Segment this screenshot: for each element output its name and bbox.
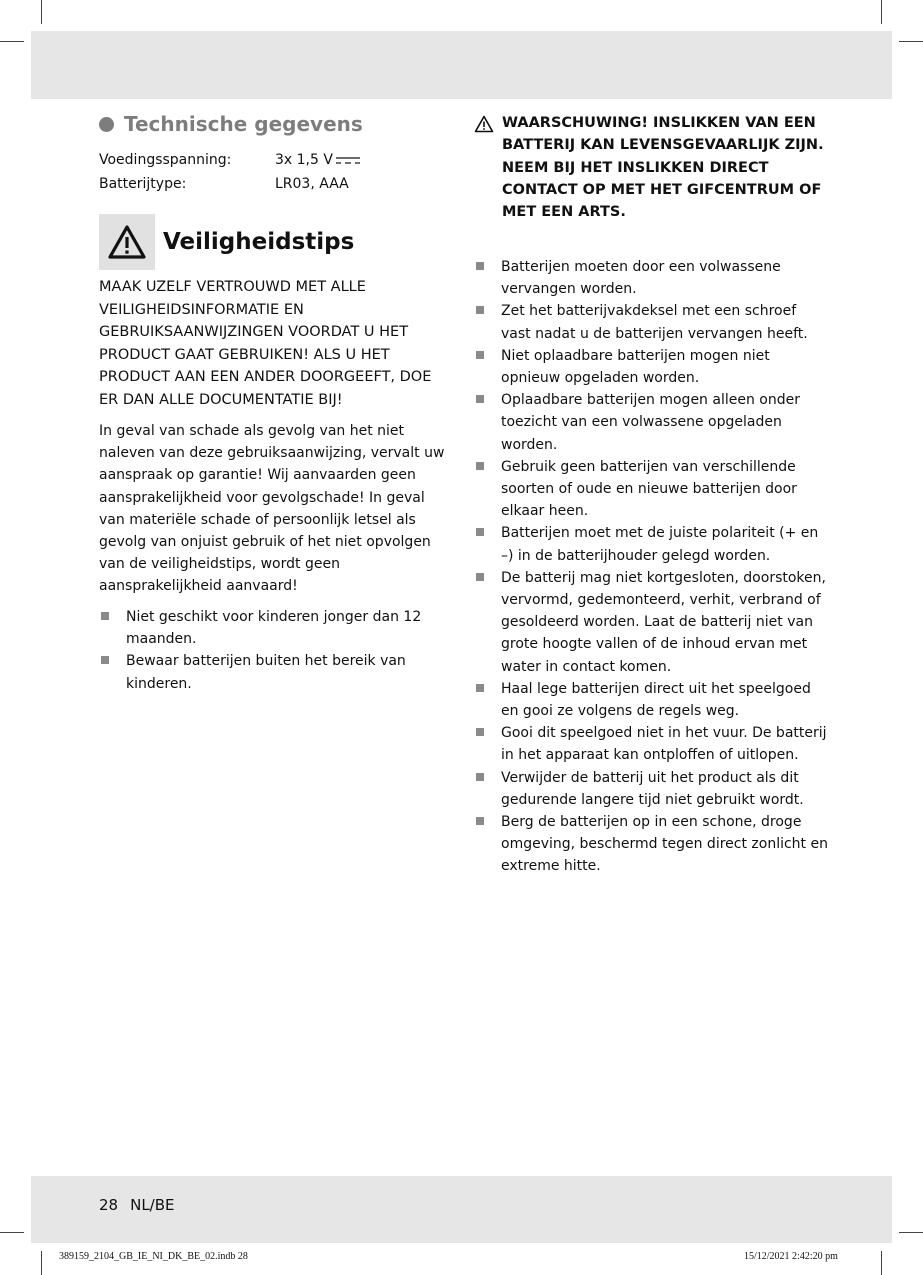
warning-text: WAARSCHUWING! INSLIKKEN VAN EEN BATTERIJ KAN LEVENSGEVAARLIJK ZIJN. NEEM BIJ HET INSLIKKEN DIRECT CONTACT OP MET HET GIFCENTRUM OF MET EEN ARTS. [502,115,824,221]
bullet-square-icon [476,817,484,825]
list-item: Gooi dit speelgoed niet in het vuur. De batterij in het apparaat kan ontploffen of uitlopen. [474,722,829,766]
bullet-square-icon [476,306,484,314]
list-item: Gebruik geen batterijen van verschillende soorten of oude en nieuwe batterijen door elkaar heen. [474,456,829,523]
list-item: Zet het batterijvakdeksel met een schroef vast nadat u de batterijen vervangen heeft. [474,300,829,344]
bullet-square-icon [476,528,484,536]
bullet-square-icon [101,656,109,664]
bullet-dot-icon [99,117,114,132]
safety-caps-notice: MAAK UZELF VERTROUWD MET ALLE VEILIGHEIDSINFORMATIE EN GEBRUIKSAANWIJZINGEN VOORDAT U HET PRODUCT GAAT GEBRUIKEN! ALS U HET PRODUCT AAN EEN ANDER DOORGEEFT, DOE ER DAN ALLE DOCUMENTATIE BIJ! [99,279,432,408]
bullet-square-icon [476,462,484,470]
page-number: 28 [99,1196,119,1214]
crop-mark [899,41,923,42]
print-slug-date: 15/12/2021 2:42:20 pm [744,1251,838,1262]
list-item: De batterij mag niet kortgesloten, doorstoken, vervormd, gedemonteerd, verhit, verbrand of gesoldeerd worden. Laat de batterij niet van grote hoogte vallen of de inhoud ervan met water in contact komen. [474,567,829,678]
battery-bullet-list [474,256,829,878]
battery-warning [474,112,824,223]
spec-label: Voedingsspanning: [99,152,232,168]
list-item: Berg de batterijen op in een schone, droge omgeving, beschermd tegen direct zonlicht en extreme hitte. [474,811,829,878]
print-slug-file: 389159_2104_GB_IE_NI_DK_BE_02.indb 28 [59,1251,248,1262]
list-item: Haal lege batterijen direct uit het speelgoed en gooi ze volgens de regels weg. [474,678,829,722]
crop-mark [881,0,882,24]
crop-mark [0,41,24,42]
bullet-square-icon [476,573,484,581]
locale-label: NL/BE [130,1196,175,1214]
list-item: Batterijen moeten door een volwassene vervangen worden. [474,256,829,300]
technical-title-text: Technische gegevens [124,112,363,136]
list-item: Oplaadbare batterijen mogen alleen onder toezicht van een volwassene opgeladen worden. [474,389,829,456]
list-item: Bewaar batterijen buiten het bereik van kinderen. [99,650,429,694]
technical-section-title [99,112,363,136]
bullet-square-icon [101,612,109,620]
bullet-square-icon [476,395,484,403]
spec-table [99,148,361,196]
safety-body-text: In geval van schade als gevolg van het niet naleven van deze gebruiksaanwijzing, vervalt uw aanspraak op garantie! Wij aanvaarden geen aansprakelijkheid voor gevolgschade! In geval van materiële schade of persoonlijk letsel als gevolg van onjuist gebruik of het niet opvolgen van de veiligheidstips, wordt geen aansprakelijkheid aanvaard! [99,423,445,595]
spec-row [99,148,361,172]
list-item: Verwijder de batterij uit het product als dit gedurende langere tijd niet gebruikt wordt. [474,767,829,811]
safety-title: Veiligheidstips [163,229,355,255]
list-item: Niet oplaadbare batterijen mogen niet opnieuw opgeladen worden. [474,345,829,389]
warning-triangle-icon [474,115,494,133]
page-footer [99,1196,187,1214]
warning-box [99,214,155,270]
spec-value: 3x 1,5 V [275,148,361,172]
bullet-square-icon [476,728,484,736]
warning-triangle-icon [107,224,147,260]
bullet-square-icon [476,262,484,270]
crop-mark [881,1251,882,1275]
direct-current-icon [335,155,361,165]
safety-heading [99,214,354,270]
safety-bullet-list [99,606,429,695]
spec-value: LR03, AAA [275,176,349,192]
spec-label: Batterijtype: [99,176,187,192]
bullet-square-icon [476,351,484,359]
crop-mark [41,0,42,24]
bullet-square-icon [476,773,484,781]
spec-row [99,172,361,196]
crop-mark [899,1232,923,1233]
bullet-square-icon [476,684,484,692]
list-item: Niet geschikt voor kinderen jonger dan 12 maanden. [99,606,429,650]
header-band [31,31,892,99]
crop-mark [41,1251,42,1275]
crop-mark [0,1232,24,1233]
list-item: Batterijen moet met de juiste polariteit (+ en –) in de batterijhouder gelegd worden. [474,522,829,566]
